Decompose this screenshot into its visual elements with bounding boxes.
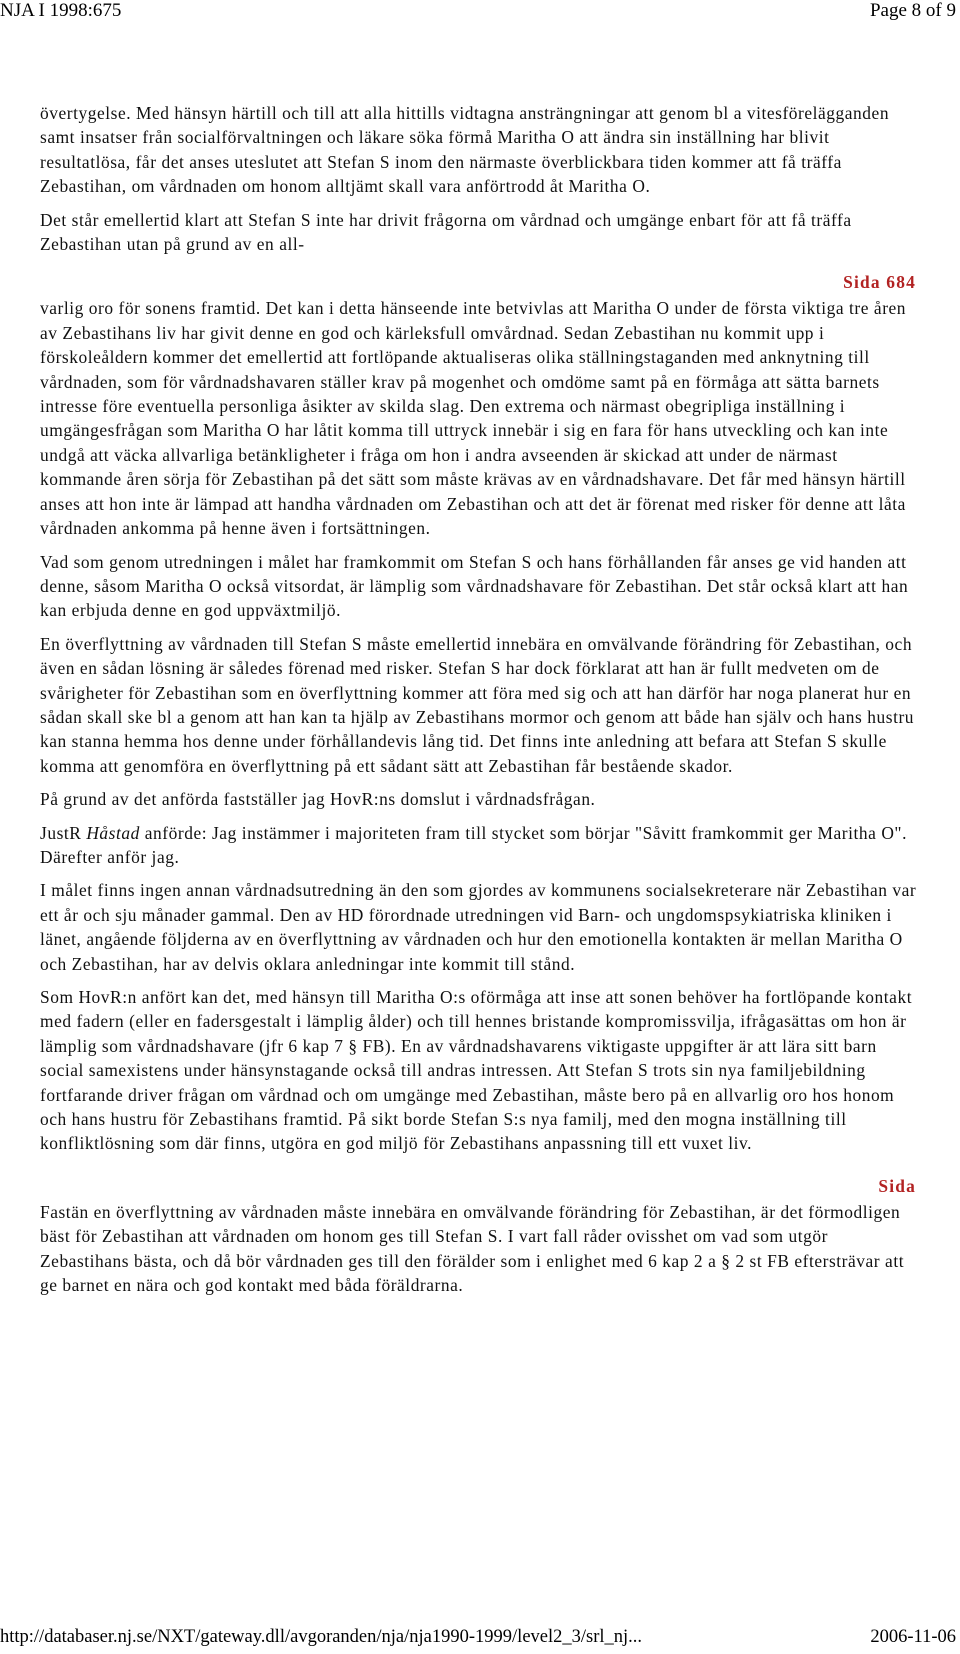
- paragraph: [40, 821, 920, 870]
- paragraph: Det står emellertid klart att Stefan S inte har drivit frågorna om vårdnad och umgänge enbart för att få träffa Zebastihan utan på grund av en all-: [40, 209, 852, 255]
- paragraph-prefix: JustR: [40, 822, 87, 843]
- page-marker: Sida 684: [843, 272, 916, 293]
- paragraph: Fastän en överflyttning av vårdnaden måste innebära en omvälvande förändring för Zebastihan, är det förmodligen bäst för Zebastihan att vårdnaden om honom ges till Stefan S. I vart fall råder ovisshet om vad som utgör Zebastihans bästa, och då bör vårdnaden ges till den förälder som i enlighet med 6 kap 2 a § 2 st FB eftersträvar att ge barnet en nära och god kontakt med båda föräldrarna.: [40, 1201, 905, 1296]
- paragraph: I målet finns ingen annan vårdnadsutredning än den som gjordes av kommunens socialsekreterare när Zebastihan var ett år och sju månader gammal. Den av HD förordnade utredningen vid Barn- och ungdomspsykiatriska kliniken i länet, angående följderna av en överflyttning av vårdnaden och hur den emotionella kontakten är mellan Maritha O och Zebastihan, har av delvis oklara anledningar inte kommit till stånd.: [40, 880, 917, 974]
- paragraph: En överflyttning av vårdnaden till Stefan S måste emellertid innebära en omvälvande förändring för Zebastihan, och även en sådan lösning är således förenad med risker. Stefan S har dock förklarat att han är fullt medveten om de svårigheter för Zebastihan som en överflyttning kommer att föra med sig och att han därför har noga planerat hur en sådan skall ske bl a genom att han kan ta hjälp av Zebastihans mormor och genom att både han själv och hans hustru kan stanna hemma hos denne under förhållandevis lång tid. Det finns inte anledning att befara att Stefan S skulle komma att genomföra en överflyttning på ett sådant sätt att Zebastihan får bestående skador.: [40, 633, 915, 776]
- paragraph: varlig oro för sonens framtid. Det kan i detta hänseende inte betvivlas att Maritha O under de första viktiga tre åren av Zebastihans liv har givit denne en god och kärleksfull omvårdnad. Sedan Zebastihan nu kommit upp i förskoleåldern kommer det emellertid att fortlöpande aktualiseras olika ställningstaganden med anknytning till vårdnaden, som för vårdnadshavaren ställer krav på mogenhet och omdöme samt på en förmåga att sätta barnets intresse före eventuella personliga åsikter av skilda slag. Den extrema och närmast obegripliga inställning i umgängesfrågan som Maritha O har låtit komma till uttryck innebär i sig en fara för hans utveckling och kan inte undgå att väcka allvarliga betänkligheter i fråga om hon i andra avseenden är skickad att under de närmast kommande åren sörja för Zebastihan på det sätt som måste krävas av en vårdnadshavare. Det får med hänsyn härtill anses att hon inte är lämpad att handha vårdnaden om Zebastihan och att det är förenat med risker för denne att låta vårdnaden ankomma på henne även i fortsättningen.: [40, 298, 907, 539]
- paragraph: På grund av det anförda fastställer jag HovR:ns domslut i vårdnadsfrågan.: [40, 789, 596, 810]
- paragraph: Vad som genom utredningen i målet har framkommit om Stefan S och hans förhållanden får anses ge vid handen att denne, såsom Maritha O också vitsordat, är lämplig som vårdnadshavare för Zebastihan. Det står också klart att han kan erbjuda denne en god uppväxtmiljö.: [40, 551, 909, 621]
- paragraph: Som HovR:n anfört kan det, med hänsyn till Maritha O:s oförmåga att inse att sonen behöver ha fortlöpande kontakt med fadern (eller en fadersgestalt i lämplig ålder) och till hennes bristande kompromissvilja, ifrågasättas om hon är lämplig som vårdnadshavare (jfr 6 kap 7 § FB). En av vårdnadshavarens viktigaste uppgifter är att lära sitt barn social samexistens under hänsynstagande också till andras intressen. Att Stefan S trots sin nya familjebildning fortfarande driver frågan om vårdnad och om umgänge med Zebastihan, måste bero på en allvarlig oro hos honom och hans hustru för Zebastihans framtid. På sikt borde Stefan S:s nya familj, med den mogna inställning till konfliktlösning som där finns, utgöra en god miljö för Zebastihans anpassning till ett vuxet liv.: [40, 987, 913, 1154]
- print-date: 2006-11-06: [870, 1627, 956, 1647]
- paragraph-text: anförde: Jag instämmer i majoriteten fram till stycket som börjar "Såvitt framkommit ger Maritha O". Därefter anför jag.: [40, 822, 907, 867]
- page-number: Page 8 of 9: [869, 0, 956, 21]
- page-marker: Sida: [878, 1175, 916, 1196]
- document-reference: NJA I 1998:675: [0, 0, 122, 21]
- source-url[interactable]: http://databaser.nj.se/NXT/gateway.dll/avgoranden/nja/nja1990-1999/level2_3/srl_nj...: [0, 1627, 643, 1647]
- paragraph: övertygelse. Med hänsyn härtill och till att alla hittills vidtagna ansträngningar att genom bl a vitesförelägganden samt insatser från socialförvaltningen och läkare söka förmå Maritha O att ändra sin inställning har blivit resultatlösa, får det anses uteslutet att Stefan S inom den närmaste överblickbara tiden kommer att få träffa Zebastihan, om vårdnaden om honom alltjämt skall vara anförtrodd åt Maritha O.: [40, 103, 890, 197]
- justice-name: Håstad: [86, 822, 140, 843]
- document-body: [40, 101, 920, 1306]
